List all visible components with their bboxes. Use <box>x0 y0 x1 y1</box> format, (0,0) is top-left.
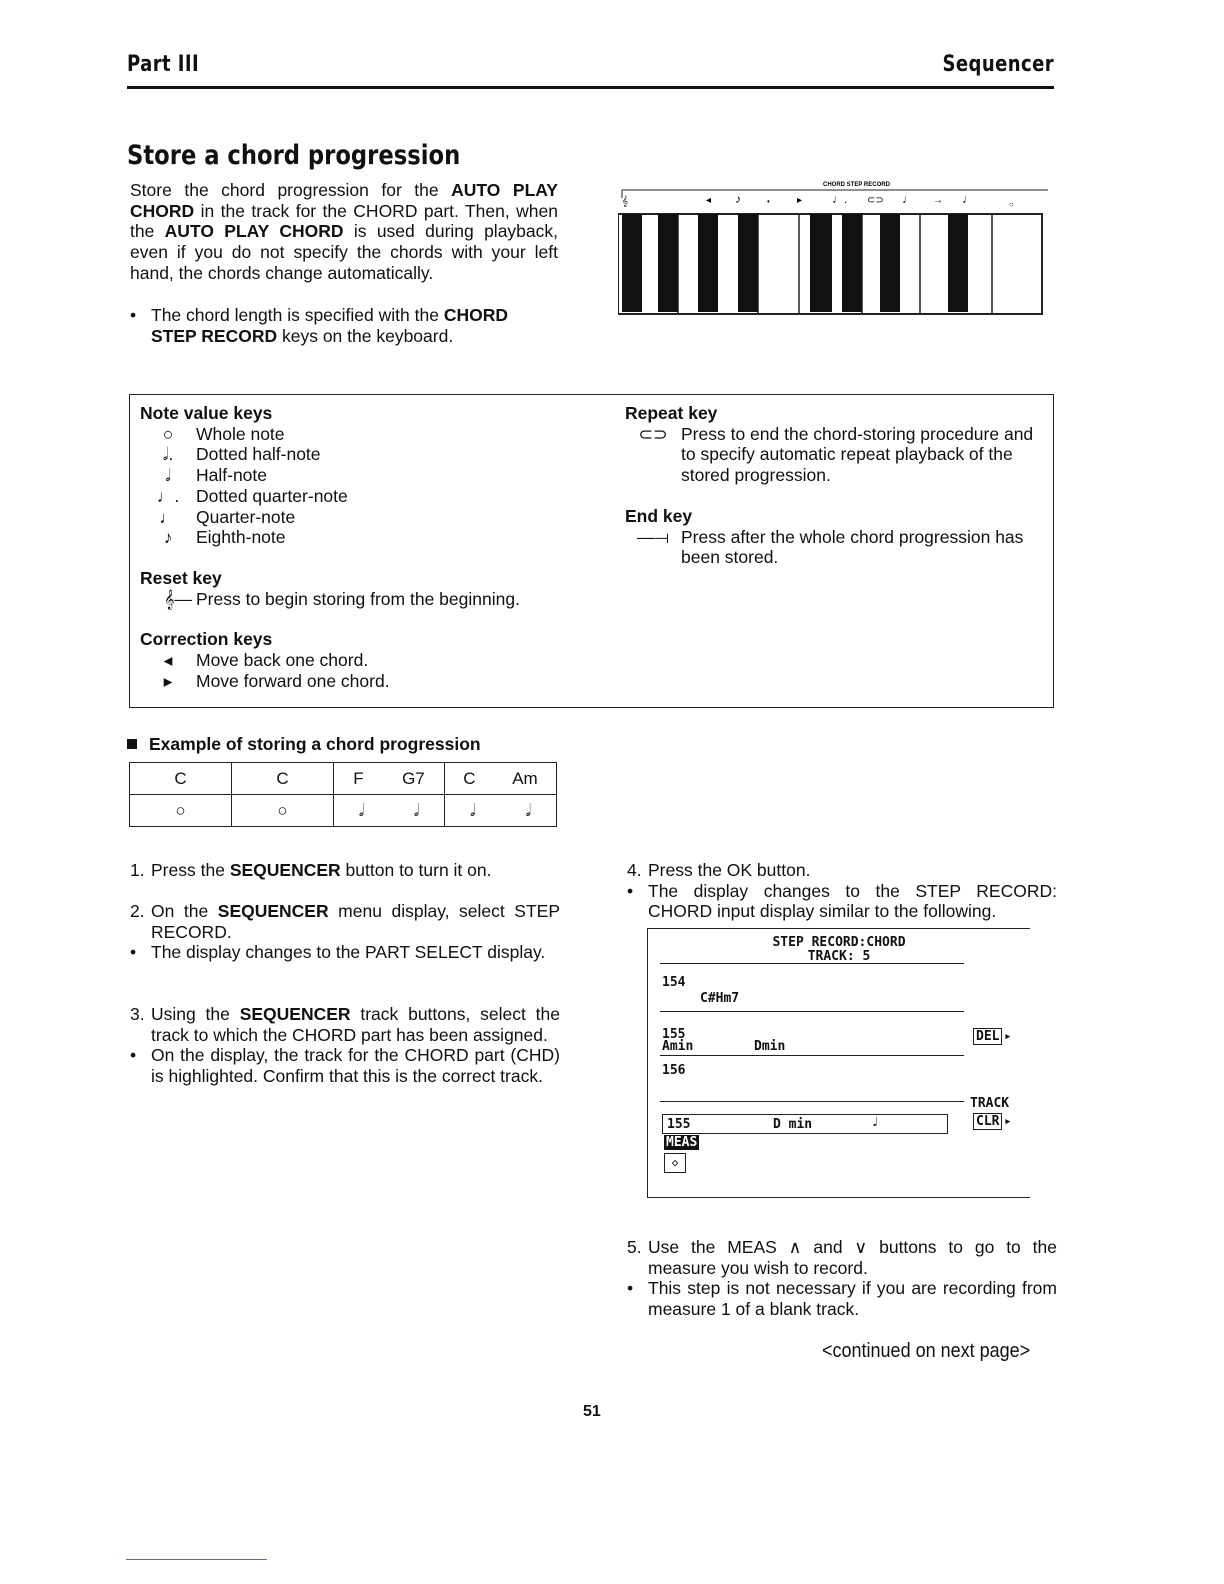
half-note-icon: 𝅗𝅥 <box>358 800 365 820</box>
chord-cell <box>334 763 445 795</box>
quarter-note-icon: ♩ <box>902 192 914 206</box>
step-5: 5. Use the MEAS ∧ and ∨ buttons to go to the measure you wish to record. • This step is not necessary if you are recording from measure 1 of a blank track. <box>627 1237 1057 1320</box>
note-label: Dotted half-note <box>196 444 321 465</box>
step-bullet: This step is not necessary if you are recording from measure 1 of a blank track. <box>648 1278 1057 1320</box>
lcd-title: STEP RECORD:CHORD <box>772 935 906 950</box>
correction-text: Move back one chord. <box>196 650 369 671</box>
back-key-icon: ◂ <box>706 195 712 206</box>
note-label: Dotted quarter-note <box>196 485 348 506</box>
header-rule <box>127 86 1054 89</box>
clr-button[interactable]: CLR <box>973 1113 1002 1130</box>
del-button[interactable]: DEL <box>973 1028 1002 1045</box>
step-text: Press the <box>151 860 225 880</box>
intro-paragraph <box>130 180 558 284</box>
end-text: Press after the whole chord progression has been stored. <box>681 526 1024 568</box>
example-heading-text: Example of storing a chord progression <box>149 734 481 754</box>
example-heading <box>127 734 481 755</box>
bullet-icon: • <box>130 305 137 325</box>
note-cell <box>334 795 445 827</box>
header-section: Sequencer <box>942 52 1054 77</box>
chord-cell: C <box>130 763 232 795</box>
square-bullet-icon <box>127 739 137 749</box>
note-label: Eighth-note <box>196 527 286 548</box>
step-text: menu display, select STEP RECORD. <box>151 901 561 942</box>
bullet-emphasis: CHORD STEP RECORD <box>151 305 508 346</box>
repeat-end-section <box>625 403 1043 568</box>
dotted-quarter-icon: ♩. <box>832 192 848 206</box>
quarter-note-icon: ♩ <box>159 506 177 527</box>
note-value-section <box>140 403 580 691</box>
step-emphasis: SEQUENCER <box>239 1004 351 1024</box>
page-title: Store a chord progression <box>127 140 461 171</box>
note-cell <box>232 795 334 827</box>
header-part: Part III <box>127 52 200 77</box>
half-note-icon: 𝅗𝅥 <box>413 800 420 820</box>
lcd-input-measure: 155 <box>667 1117 691 1132</box>
quarter-note-icon: ♩ <box>871 1115 879 1130</box>
eighth-note-icon: ♪ <box>163 527 173 548</box>
intro-text: the chord progression for the <box>184 180 439 200</box>
lcd-beat-rule <box>660 963 964 972</box>
lcd-row-rule <box>660 1055 964 1056</box>
step-bullet: The display changes to the STEP RECORD: CHORD input display similar to the following. <box>648 880 1057 922</box>
repeat-key-icon: ⊂⊃ <box>867 195 884 206</box>
reset-text: Press to begin storing from the beginning. <box>196 588 520 609</box>
forward-key-icon: ▸ <box>797 195 803 206</box>
note-label: Quarter-note <box>196 506 296 527</box>
intro-emphasis: AUTO PLAY CHORD <box>130 180 558 221</box>
lcd-measure: 155 <box>662 1027 686 1042</box>
step-text: track buttons, select the track to which the CHORD part has been assigned. <box>151 1004 560 1045</box>
step-1: 1. Press the SEQUENCER button to turn it on. <box>130 860 492 880</box>
lcd-input-chord: D min <box>773 1117 813 1132</box>
lcd-input-field[interactable] <box>662 1114 948 1134</box>
intro-emphasis: AUTO PLAY CHORD <box>164 221 344 242</box>
dot-icon: • <box>767 197 770 206</box>
bullet-icon: • <box>130 1045 137 1066</box>
reset-key-icon: 𝄞 <box>622 196 628 207</box>
whole-note-icon: ○ <box>1009 200 1014 209</box>
chord-name: F <box>353 768 364 788</box>
correction-heading: Correction keys <box>140 629 273 650</box>
bullet-icon: • <box>130 942 137 963</box>
back-arrow-icon: ◂ <box>163 650 173 671</box>
lcd-chord: Amin <box>662 1039 694 1054</box>
lcd-row-rule <box>660 1011 964 1012</box>
step-4: 4. Press the OK button. • The display changes to the STEP RECORD: CHORD input display similar to the following. <box>627 860 1057 922</box>
lcd-chord: Dmin <box>754 1039 786 1054</box>
keyboard-label: CHORD STEP RECORD <box>823 182 890 188</box>
step-3: 3. Using the SEQUENCER track buttons, select the track to which the CHORD part has been assigned. • On the display, the track for the CHORD part (CHD) is highlighted. Confirm that this is the correct track. <box>130 1004 560 1087</box>
repeat-key-icon: ⊂⊃ <box>638 423 668 444</box>
step-bullet: On the display, the track for the CHORD part (CHD) is highlighted. Confirm that this is the correct track. <box>151 1045 560 1087</box>
half-note-icon: ♩ <box>962 192 974 206</box>
page-number: 51 <box>583 1403 601 1420</box>
chord-name: G7 <box>402 768 425 788</box>
end-heading: End key <box>625 505 693 526</box>
reset-heading: Reset key <box>140 567 222 588</box>
lcd-meas-label: MEAS <box>666 1135 698 1150</box>
step-bullet: The display changes to the PART SELECT display. <box>151 942 546 963</box>
bullet-text: The chord length is specified with the <box>151 305 439 325</box>
correction-text: Move forward one chord. <box>196 670 390 691</box>
lcd-row-rule <box>660 1101 964 1102</box>
lcd-display <box>647 928 1030 1198</box>
note-cell <box>130 795 232 827</box>
half-note-icon: 𝅗𝅥 <box>525 800 531 820</box>
continued-note: <continued on next page> <box>822 1340 1031 1362</box>
repeat-text: Press to end the chord-storing procedure and to specify automatic repeat playback of the stored progression. <box>681 423 1034 486</box>
keys-legend-box <box>129 394 1054 708</box>
lcd-measure: 154 <box>662 975 686 990</box>
reset-key-icon: 𝄞— <box>164 588 192 609</box>
step-emphasis: SEQUENCER <box>217 901 329 921</box>
end-key-icon: → <box>933 195 943 206</box>
lcd-track-label: TRACK <box>970 1096 1010 1111</box>
chord-name: Am <box>512 768 538 788</box>
clr-arrow-icon: ▸ <box>1004 1114 1012 1129</box>
step-text: Using the <box>151 1004 230 1024</box>
half-note-icon: 𝅗𝅥 <box>165 465 171 486</box>
bullet-icon: • <box>627 1278 634 1299</box>
half-note-icon: 𝅗𝅥 <box>470 800 476 820</box>
note-cell <box>445 795 557 827</box>
repeat-heading: Repeat key <box>625 403 718 423</box>
step-2: 2. On the SEQUENCER menu display, select STEP RECORD. • The display changes to the PART SELECT display. <box>130 901 561 963</box>
keyboard-diagram <box>618 168 1050 318</box>
note-label: Half-note <box>196 465 268 486</box>
step-text: Use the MEAS ∧ and ∨ buttons to go to the measure you wish to record. <box>648 1237 1057 1278</box>
whole-note-icon: ○ <box>277 800 288 820</box>
whole-note-icon: ○ <box>175 800 186 820</box>
note-value-heading: Note value keys <box>140 403 273 423</box>
step-emphasis: SEQUENCER <box>229 860 341 880</box>
intro-text: Store <box>130 180 172 200</box>
lcd-chord: C#Hm7 <box>700 991 740 1006</box>
eighth-note-icon: ♪ <box>735 192 741 206</box>
note-label: Whole note <box>196 423 285 444</box>
end-key-icon: —⟞ <box>636 526 670 547</box>
chord-name: C <box>463 768 476 788</box>
del-arrow-icon: ▸ <box>1004 1029 1012 1044</box>
intro-text: in the track for the CHORD part. Then, when the <box>130 200 558 242</box>
bullet-icon: • <box>627 880 634 901</box>
intro-bullet <box>130 305 558 346</box>
footer-rule <box>126 1559 267 1560</box>
step-text: On the <box>151 901 209 921</box>
whole-note-icon: ○ <box>162 423 174 444</box>
example-table <box>129 762 557 827</box>
meas-up-down-button[interactable]: ◇ <box>664 1153 686 1173</box>
forward-arrow-icon: ▸ <box>163 670 173 691</box>
dotted-quarter-note-icon: ♩. <box>156 485 180 506</box>
lcd-measure: 156 <box>662 1063 686 1078</box>
step-text: Press the OK button. <box>648 860 811 880</box>
step-text: button to turn it on. <box>345 860 492 880</box>
chord-cell <box>445 763 557 795</box>
dotted-half-note-icon: 𝅗𝅥. <box>162 444 174 465</box>
intro-text: is used during playback, even if you do not specify the chords with your left hand, the chords change automatically. <box>130 221 559 283</box>
bullet-text: keys on the keyboard. <box>281 325 454 346</box>
chord-cell: C <box>232 763 334 795</box>
lcd-track: TRACK: 5 <box>807 949 871 964</box>
